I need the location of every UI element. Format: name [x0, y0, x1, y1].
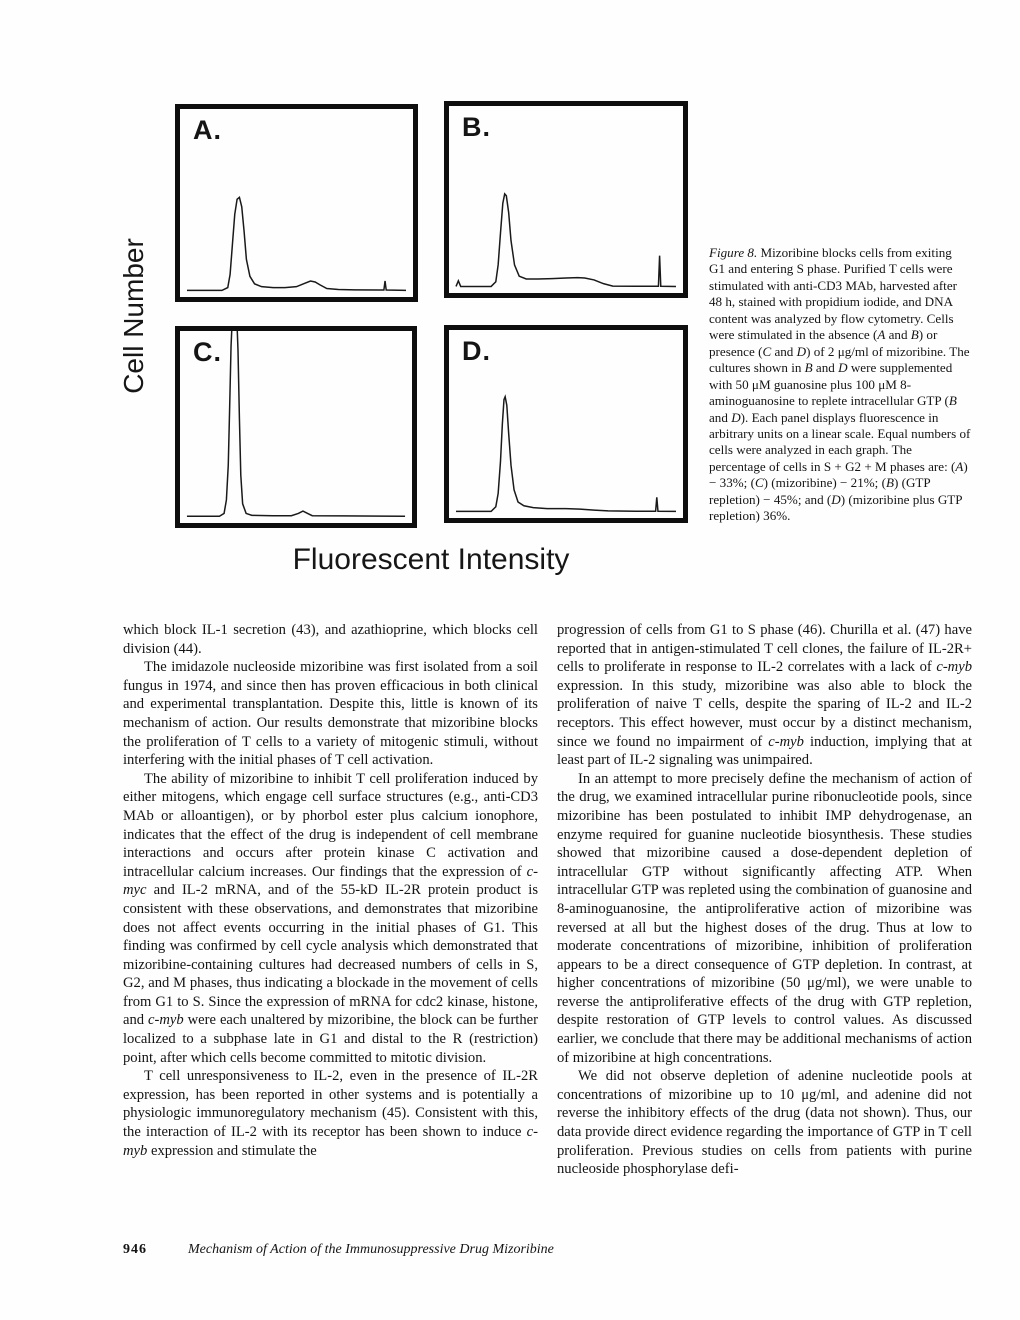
x-axis-label: Fluorescent Intensity: [292, 543, 570, 576]
y-axis-label: Cell Number: [118, 238, 149, 394]
dna-histogram-curve: [456, 194, 676, 287]
panel-a-label: A.: [193, 115, 222, 145]
paragraph: In an attempt to more precisely define the mechanism of action of the drug, we examined intracellular purine ribonucleotide pools, since mizoribine has been postulated to inhibit IMP dehydrogenase, an enzyme required for guanine nucleotide biosynthesis. These studies showed that mizoribine caused a dose-dependent depletion of intracellular GTP without significantly affecting ATP. When intracellular GTP was repleted using the combination of guanosine and 8-aminoguanosine, the antiproliferative action of mizoribine was reversed at all but the highest doses of the drug. Thus at low to moderate concentrations of mizoribine, inhibition of proliferation appears to be a direct consequence of GTP depletion. In contrast, at higher concentrations of mizoribine (50 μg/ml), we were unable to reverse the antiproliferative effects of the drug with GTP repletion, despite restoration of GTP levels to control values. As discussed earlier, we conclude that there may be additional mechanisms of action of mizoribine at high concentrations.: [557, 770, 972, 1066]
page-number: 946: [123, 1242, 147, 1257]
paragraph: T cell unresponsiveness to IL-2, even in the presence of IL-2R expression, has been reported in other systems and is potentially a physiologic immunoregulatory mechanism (45). Consistent with this, the interaction of IL-2 with its receptor has been shown to induce c-myb expression and stimulate the: [123, 1068, 538, 1159]
panel-b-label: B.: [462, 112, 491, 142]
dna-histogram-curve: [456, 397, 676, 512]
paragraph: The imidazole nucleoside mizoribine was first isolated from a soil fungus in 1974, and since then has proven efficacious in both clinical and experimental transplantation. Despite this, little is known of its mechanism of action. Our results demonstrate that mizoribine blocks the proliferation of T cells to a variety of mitogenic stimuli, without interfering with the initial phases of T cell activation.: [123, 659, 538, 769]
body-right-column: [557, 621, 972, 1179]
dna-histogram-curve: [187, 197, 406, 290]
figure-panel-c: [175, 326, 417, 528]
panel-d-label: D.: [462, 336, 491, 366]
paragraph: progression of cells from G1 to S phase (46). Churilla et al. (47) have reported that in antigen-stimulated T cell clones, the failure of IL-2R+ cells to proliferate in response to IL-2 correlates with a lack of c-myb expression. In this study, mizoribine was also able to block the proliferation of naive T cells, despite the sparing of IL-2 and IL-2 receptors. This effect however, must occur by a distinct mechanism, since we found no impairment of c-myb induction, implying that at least part of IL-2 signaling was unimpaired.: [557, 622, 972, 769]
figure-panel-a: [175, 104, 418, 302]
body-left-column: [123, 621, 538, 1160]
figure-caption: Figure 8. Mizoribine blocks cells from exiting G1 and entering S phase. Purified T cells were stimulated with anti-CD3 MAb, harvested after 48 h, stained with propidium iodide, and DNA content was analyzed by flow cytometry. Cells were stimulated in the absence (A and B) or presence (C and D) of 2 μg/ml of mizoribine. The cultures shown in B and D were supplemented with 50 μM guanosine plus 100 μM 8-aminoguanosine to replete intracellular GTP (B and D). Each panel displays fluorescence in arbitrary units on a linear scale. Equal numbers of cells were analyzed in each graph. The percentage of cells in S + G2 + M phases are: (A) − 33%; (C) (mizoribine) − 21%; (B) (GTP repletion) − 45%; and (D) (mizoribine plus GTP repletion) 36%.: [709, 245, 971, 524]
running-title: Mechanism of Action of the Immunosuppressive Drug Mizoribine: [188, 1242, 554, 1257]
paragraph: which block IL-1 secretion (43), and azathioprine, which blocks cell division (44).: [123, 622, 538, 657]
paragraph: The ability of mizoribine to inhibit T cell proliferation induced by either mitogens, which engage cell surface structures (e.g., anti-CD3 MAb or alloantigen), or by phorbol ester plus calcium ionophore, indicates that the effect of the drug is independent of cell membrane interactions and occurs after protein kinase C activation and intracellular calcium increases. Our findings that the expression of c-myc and IL-2 mRNA, and of the 55-kD IL-2R protein product is consistent with these observations, and demonstrates that mizoribine does not affect events occurring in the initial phases of G1. This finding was confirmed by cell cycle analysis which demonstrated that mizoribine-containing cultures had decreased numbers of cells in S, G2, and M phases, thus indicating a blockade in the movement of cells from G1 to S. Since the expression of mRNA for cdc2 kinase, histone, and c-myb were each unaltered by mizoribine, the block can be further localized to a subphase late in G1 and distal to the R (restriction) point, after which cells become committed to mitotic division.: [123, 770, 538, 1066]
figure-panel-b: [444, 101, 688, 298]
panel-c-label: C.: [193, 337, 222, 367]
page-footer: [123, 1242, 883, 1258]
figure-panel-d: [444, 325, 688, 523]
paragraph: We did not observe depletion of adenine nucleotide pools at concentrations of mizoribine up to 10 μg/ml, and adenine did not reverse the inhibitory effects of the drug (data not shown). Thus, our data provide direct evidence regarding the importance of GTP in T cell proliferation. Previous studies on cells from patients with purine nucleoside phosphorylase defi-: [557, 1068, 972, 1178]
